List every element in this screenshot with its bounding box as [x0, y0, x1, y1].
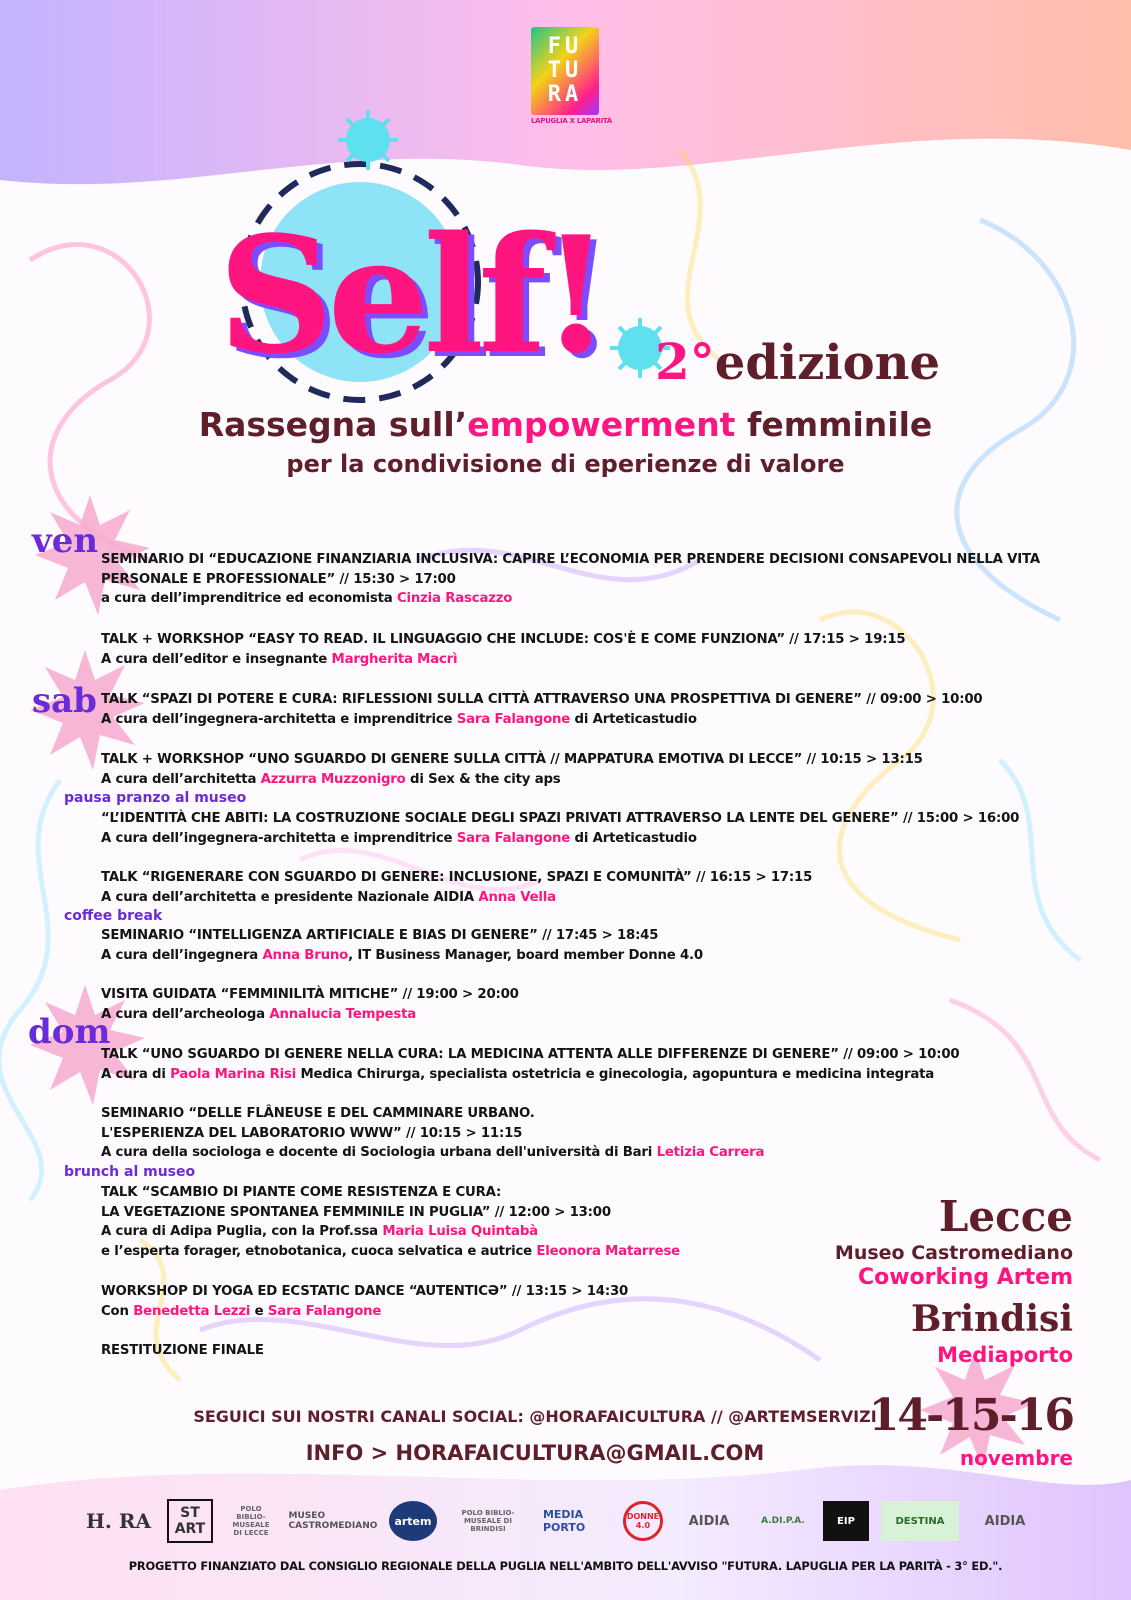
subtitle-b: femminile	[735, 405, 933, 444]
partner-logo: A.DI.P.A.	[761, 1516, 805, 1526]
event-title-text: TALK + WORKSHOP “EASY TO READ. IL LINGUAGGIO CHE INCLUDE: COS'È E COME FUNZIONA” // 17:15 > 19:15	[101, 632, 906, 647]
byline-text: A cura dell’ingegnera-architetta e imprenditrice	[101, 711, 457, 727]
byline-text: A cura di Adipa Puglia, con la Prof.ssa	[101, 1224, 383, 1239]
social-handles: SEGUICI SUI NOSTRI CANALI SOCIAL: @HORAFAICULTURA // @ARTEMSERVIZI	[193, 1407, 877, 1426]
event-byline	[101, 888, 1101, 908]
subtitle-line-1	[0, 405, 1131, 444]
partner-logo: AIDIA	[984, 1513, 1026, 1529]
event-byline	[101, 829, 1101, 849]
speaker-name: Benedetta Lezzi	[133, 1303, 251, 1319]
byline-text: A cura dell’editor e insegnante	[101, 651, 332, 667]
event-title-text: SEMINARIO DI “EDUCAZIONE FINANZIARIA INCLUSIVA: CAPIRE L’ECONOMIA PER PRENDERE DECISIONI CONSAPEVOLI NELLA VITA PERSONALE E PROFESSIONALE” // 15:30 > 17:00	[101, 552, 1040, 587]
byline-text: A cura dell’ingegnera	[101, 947, 263, 963]
byline-text: A cura di	[101, 1066, 171, 1082]
venue-coworking: Coworking Artem	[857, 1265, 1073, 1290]
byline-text: Con	[101, 1303, 134, 1319]
venue-mediaporto: Mediaporto	[937, 1343, 1073, 1367]
event-byline	[101, 589, 1101, 609]
event-title-text: TALK “SCAMBIO DI PIANTE COME RESISTENZA E CURA:	[101, 1185, 502, 1200]
event-title-text: WORKSHOP DI YOGA ED ECSTATIC DANCE “AUTENTICƏ” // 13:15 > 14:30	[101, 1284, 629, 1299]
byline-text: A cura della sociologa e docente di Sociologia urbana dell'università di Bari	[101, 1145, 657, 1160]
byline-text: a cura dell’imprenditrice ed economista	[101, 591, 397, 606]
speaker-name: Anna Bruno	[262, 947, 349, 963]
logo-tagline: LAPUGLIA X LAPARITÀ	[531, 117, 612, 125]
event-title-text: TALK + WORKSHOP “UNO SGUARDO DI GENERE SULLA CITTÀ // MAPPATURA EMOTIVA DI LECCE” // 10:15 > 13:15	[101, 752, 923, 767]
event-dates: 14-15-16	[868, 1390, 1073, 1441]
event-month: novembre	[959, 1446, 1073, 1470]
edition-word: edizione	[714, 335, 941, 391]
speaker-name: Eleonora Matarrese	[536, 1243, 680, 1259]
futura-logo	[531, 27, 612, 125]
speaker-name: Annalucia Tempesta	[269, 1006, 417, 1022]
byline-post: di Arteticastudio	[570, 711, 697, 727]
speaker-name: Maria Luisa Quintabà	[382, 1224, 538, 1239]
byline-post: di Arteticastudio	[570, 830, 697, 846]
speaker-name: Paola Marina Risi	[170, 1066, 297, 1082]
byline-text: A cura dell’architetta e presidente Nazionale AIDIA	[101, 889, 479, 905]
speaker-name: Azzurra Muzzonigro	[260, 771, 406, 787]
event-item	[101, 690, 1101, 729]
event-title-text: VISITA GUIDATA “FEMMINILITÀ MITICHE” // 19:00 > 20:00	[101, 987, 519, 1002]
break-label-pranzo: pausa pranzo al museo	[64, 790, 247, 806]
byline-post: di Sex & the city aps	[405, 771, 561, 787]
logo-letters-2: TU	[547, 58, 583, 83]
subtitle-highlight: empowerment	[467, 405, 736, 444]
partner-logo: ST ART	[167, 1499, 213, 1543]
speaker-name: Letizia Carrera	[656, 1145, 765, 1160]
event-byline	[101, 710, 1101, 730]
day-label-sab: sab	[32, 681, 97, 721]
event-title: Self!	[218, 201, 606, 389]
day-label-dom: dom	[28, 1012, 111, 1052]
city-lecce: Lecce	[938, 1192, 1073, 1241]
event-title-text-2: LA VEGETAZIONE SPONTANEA FEMMINILE IN PUGLIA” // 12:00 > 13:00	[101, 1204, 611, 1220]
subtitle-a: Rassegna sull’	[198, 405, 468, 444]
subtitle-line-2: per la condivisione di eperienze di valore	[286, 450, 845, 478]
event-byline	[101, 650, 1101, 670]
break-label-brunch: brunch al museo	[64, 1164, 196, 1180]
break-label-coffee: coffee break	[64, 908, 163, 924]
partner-logo: POLO BIBLIO-MUSEALE DI BRINDISI	[461, 1509, 515, 1533]
event-item	[101, 926, 1101, 965]
byline-post: , IT Business Manager, board member Donne 4.0	[348, 947, 703, 963]
funding-footer: PROGETTO FINANZIATO DAL CONSIGLIO REGIONALE DELLA PUGLIA NELL'AMBITO DELL'AVVISO "FUTURA. LAPUGLIA PER LA PARITÀ - 3° ED.".	[128, 1559, 1003, 1573]
event-item	[101, 868, 1101, 907]
byline-text: A cura dell’archeologa	[101, 1006, 270, 1022]
event-byline	[101, 1143, 1101, 1163]
partner-logos	[82, 1496, 1062, 1546]
event-byline	[101, 1065, 1101, 1085]
event-item	[101, 1045, 1101, 1084]
info-email: INFO > HORAFAICULTURA@GMAIL.COM	[305, 1441, 765, 1465]
partner-logo: EIP	[823, 1501, 869, 1541]
event-title-text: RESTITUZIONE FINALE	[101, 1343, 264, 1358]
event-item	[101, 809, 1101, 848]
event-title-text: TALK “RIGENERARE CON SGUARDO DI GENERE: INCLUSIONE, SPAZI E COMUNITÀ” // 16:15 > 17:15	[101, 870, 813, 885]
byline-text: e l’esperta forager, etnobotanica, cuoca selvatica e autrice	[101, 1243, 537, 1259]
event-title-text: SEMINARIO “DELLE FLÂNEUSE E DEL CAMMINARE URBANO.	[101, 1106, 535, 1121]
partner-logo: MUSEO CASTROMEDIANO	[288, 1511, 378, 1531]
event-byline	[101, 946, 1101, 966]
byline-text: A cura dell’ingegnera-architetta e imprenditrice	[101, 830, 457, 846]
event-item	[101, 550, 1101, 609]
event-byline	[101, 770, 1101, 790]
day-label-ven: ven	[32, 521, 99, 561]
partner-logo: POLO BIBLIO-MUSEALE DI LECCE	[232, 1505, 270, 1537]
partner-logo: AIDIA	[688, 1513, 730, 1529]
logo-letters-3: RA	[547, 82, 583, 107]
event-title-text: “L’IDENTITÀ CHE ABITI: LA COSTRUZIONE SOCIALE DEGLI SPAZI PRIVATI ATTRAVERSO LA LENTE DEL GENERE” // 15:00 > 16:00	[101, 811, 1020, 826]
byline-text: A cura dell’architetta	[101, 771, 261, 787]
event-item	[101, 985, 1101, 1024]
partner-logo: H. RA	[86, 1509, 151, 1533]
partner-logo: artem	[389, 1501, 437, 1541]
event-title-text: TALK “UNO SGUARDO DI GENERE NELLA CURA: LA MEDICINA ATTENTA ALLE DIFFERENZE DI GENERE” // 09:00 > 10:00	[101, 1047, 960, 1062]
event-title-text-2: L'ESPERIENZA DEL LABORATORIO WWW” // 10:15 > 11:15	[101, 1125, 523, 1141]
event-item	[101, 1104, 1101, 1163]
city-brindisi: Brindisi	[910, 1298, 1073, 1340]
event-item	[101, 750, 1101, 789]
event-item	[101, 630, 1101, 669]
byline-post: Medica Chirurga, specialista ostetricia e ginecologia, agopuntura e medicina integrata	[296, 1066, 935, 1082]
speaker-name: Sara Falangone	[456, 711, 571, 727]
speaker-name: Margherita Macrì	[331, 651, 458, 667]
speaker-name: Sara Falangone	[267, 1303, 382, 1319]
speaker-name: Cinzia Rascazzo	[396, 591, 513, 606]
edition-label	[655, 334, 940, 391]
logo-letters-1: FU	[547, 34, 583, 59]
speaker-name: Anna Vella	[478, 889, 556, 905]
event-title-text: SEMINARIO “INTELLIGENZA ARTIFICIALE E BIAS DI GENERE” // 17:45 > 18:45	[101, 928, 659, 943]
futura-logo-box	[531, 27, 599, 115]
partner-logo: MEDIA PORTO	[542, 1508, 586, 1534]
speaker-name: Sara Falangone	[456, 830, 571, 846]
venue-museo: Museo Castromediano	[834, 1242, 1073, 1264]
event-byline	[101, 1005, 1101, 1025]
edition-number: 2°	[655, 332, 715, 391]
event-title-text: TALK “SPAZI DI POTERE E CURA: RIFLESSIONI SULLA CITTÀ ATTRAVERSO UNA PROSPETTIVA DI GENERE” // 09:00 > 10:00	[101, 692, 983, 707]
partner-logo: DONNE 4.0	[623, 1501, 663, 1541]
byline-mid: e	[250, 1303, 268, 1319]
partner-logo: DESTINA	[881, 1501, 959, 1541]
